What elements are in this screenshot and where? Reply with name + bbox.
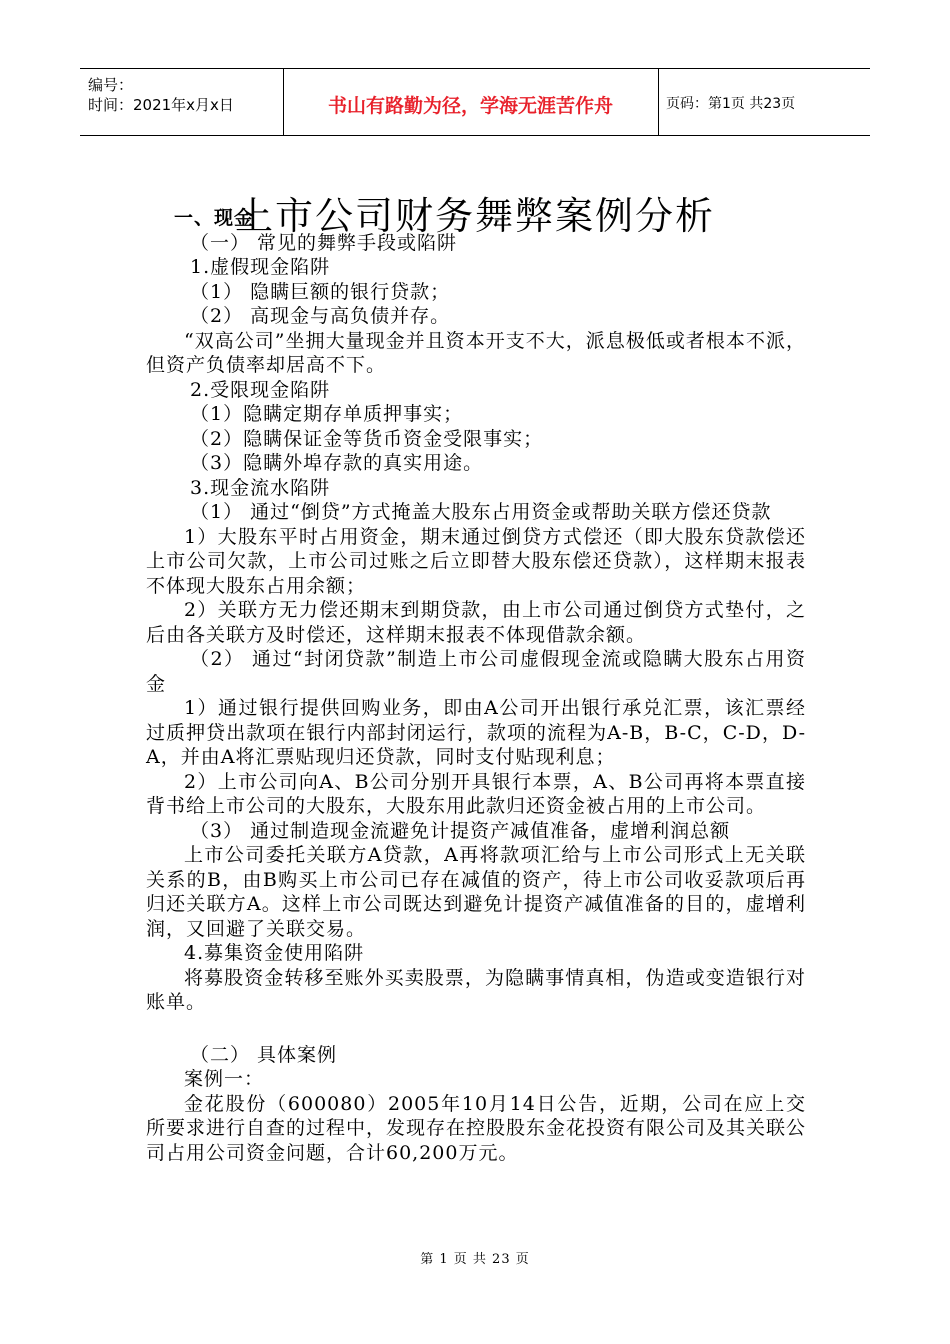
document-time-label: 时间：2021年x月x日 [88, 96, 234, 114]
paragraph: 上市公司委托关联方A贷款，A再将款项汇给与上市公司形式上无关联关系的B，由B购买上市公司已存在减值的资产，待上市公司收妥款项后再归还关联方A。这样上市公司既达到避免计提资产减值准备的目的，虚增利润，又回避了关联交易。 [146, 844, 806, 940]
paragraph: 2）关联方无力偿还期末到期贷款，由上市公司通过倒贷方式垫付，之后由各关联方及时偿还，这样期末报表不体现借款余额。 [146, 599, 806, 646]
paragraph: （3）隐瞒外埠存款的真实用途。 [190, 452, 484, 474]
subsection-heading: （一） 常见的舞弊手段或陷阱 [190, 231, 458, 254]
header-page-info: 页码：第1页 共23页 [666, 96, 796, 112]
section-heading: 一、现金 [174, 207, 255, 229]
paragraph: （2）隐瞒保证金等货币资金受限事实； [190, 427, 544, 450]
spacer [146, 1015, 806, 1043]
paragraph: （1） 隐瞒巨额的银行贷款； [190, 280, 451, 303]
header-divider [658, 69, 659, 135]
document-title: 上市公司财务舞弊案例分析 [234, 194, 715, 239]
page-footer: 第 1 页 共 23 页 [420, 1252, 530, 1267]
header-meta [88, 75, 234, 115]
paragraph: （2） 高现金与高负债并存。 [190, 305, 451, 327]
document-body [146, 206, 806, 1165]
paragraph: 金花股份（600080）2005年10月14日公告，近期，公司在应上交所要求进行自查的过程中，发现存在控股股东金花投资有限公司及其关联公司占用公司资金问题，合计60,200万元。 [146, 1092, 807, 1164]
paragraph: “双高公司”坐拥大量现金并且资本开支不大，派息极低或者根本不派，但资产负债率却居高不下。 [146, 329, 806, 376]
paragraph: 3.现金流水陷阱 [190, 476, 331, 499]
paragraph: 案例一： [184, 1068, 265, 1090]
paragraph: 2.受限现金陷阱 [190, 378, 331, 401]
paragraph: 1）通过银行提供回购业务，即由A公司开出银行承兑汇票，该汇票经过质押贷出款项在银行内部封闭运行，款项的流程为A-B，B-C，C-D，D-A，并由A将汇票贴现归还贷款，同时支付贴现利息； [146, 697, 806, 768]
subsection-heading: （二） 具体案例 [190, 1043, 338, 1066]
paragraph: 1.虚假现金陷阱 [190, 256, 331, 278]
paragraph: （1）隐瞒定期存单质押事实； [190, 403, 464, 425]
paragraph: 2）上市公司向A、B公司分别开具银行本票，A、B公司再将本票直接背书给上市公司的大股东，大股东用此款归还资金被占用的上市公司。 [146, 770, 806, 817]
paragraph: 4.募集资金使用陷阱 [184, 942, 365, 964]
document-header [80, 68, 870, 136]
paragraph: 1）大股东平时占用资金，期末通过倒贷方式偿还（即大股东贷款偿还上市公司欠款，上市公司过账之后立即替大股东偿还贷款），这样期末报表不体现大股东占用余额； [146, 525, 806, 597]
header-motto: 书山有路勤为径，学海无涯苦作舟 [327, 95, 613, 117]
paragraph: （1） 通过“倒贷”方式掩盖大股东占用资金或帮助关联方偿还贷款 [190, 501, 772, 523]
paragraph: 将募股资金转移至账外买卖股票，为隐瞒事情真相，伪造或变造银行对账单。 [146, 966, 806, 1013]
document-number-label: 编号： [88, 76, 134, 94]
paragraph: （3） 通过制造现金流避免计提资产减值准备，虚增利润总额 [190, 819, 731, 842]
paragraph: （2） 通过“封闭贷款”制造上市公司虚假现金流或隐瞒大股东占用资金 [146, 648, 806, 695]
